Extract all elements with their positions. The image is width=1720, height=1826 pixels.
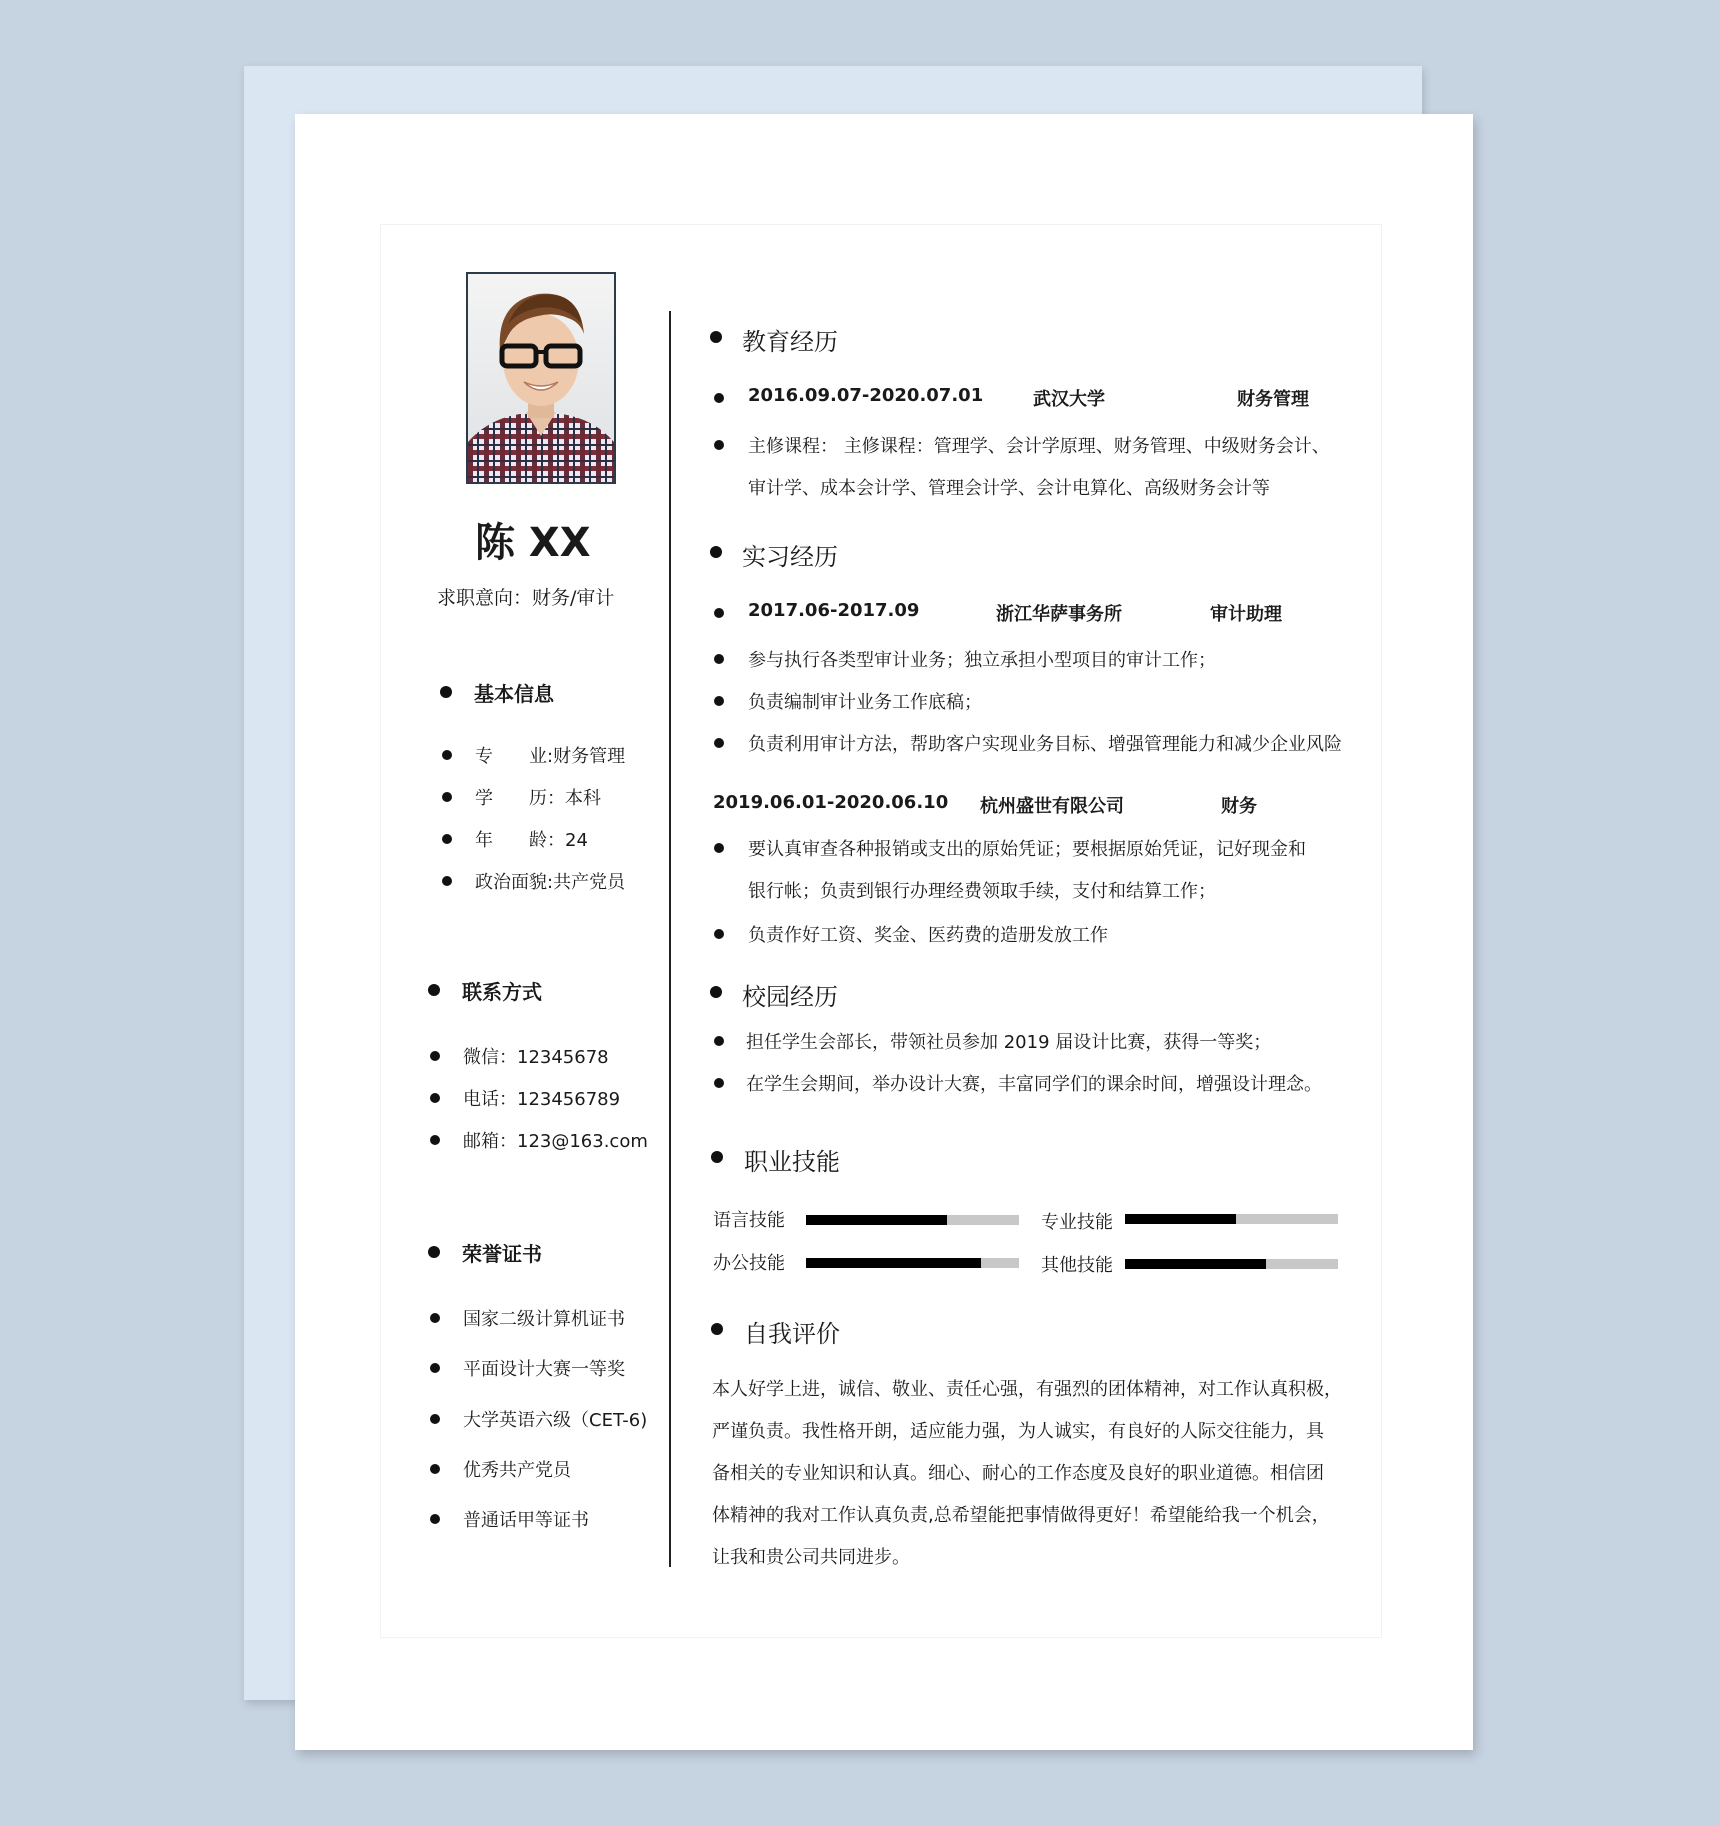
skill-bar-office (806, 1258, 1019, 1268)
self-eval-line: 让我和贵公司共同进步。 (712, 1547, 910, 1568)
bullet-dot (714, 393, 724, 403)
bullet-dot (710, 546, 722, 558)
skills-title: 职业技能 (744, 1148, 840, 1176)
bullet-dot (430, 1051, 440, 1061)
bullet-dot (710, 986, 722, 998)
internship2-duty2: 负责作好工资、奖金、医药费的造册发放工作 (748, 925, 1108, 946)
education-school: 武汉大学 (1033, 389, 1105, 410)
bullet-dot (430, 1313, 440, 1323)
basic-info-political: 政治面貌:共产党员 (475, 872, 626, 893)
bullet-dot (428, 1246, 440, 1258)
skill-bar-other (1125, 1259, 1338, 1269)
column-divider (669, 311, 671, 1567)
honor-item: 国家二级计算机证书 (463, 1309, 625, 1330)
skill-label: 其他技能 (1041, 1255, 1113, 1276)
bullet-dot (710, 331, 722, 343)
honors-title: 荣誉证书 (462, 1242, 542, 1266)
bullet-dot (442, 792, 452, 802)
skill-bar-professional (1125, 1214, 1338, 1224)
education-courses-line1: 主修课程： 主修课程：管理学、会计学原理、财务管理、中级财务会计、 (748, 436, 1330, 457)
self-eval-line: 严谨负责。我性格开朗，适应能力强，为人诚实，有良好的人际交往能力，具 (712, 1421, 1324, 1442)
honor-item: 大学英语六级（CET-6) (463, 1410, 648, 1431)
honor-item: 平面设计大赛一等奖 (463, 1359, 625, 1380)
contact-phone: 电话：123456789 (463, 1089, 621, 1110)
education-major: 财务管理 (1237, 389, 1309, 410)
internship1-role: 审计助理 (1210, 604, 1282, 625)
bullet-dot (714, 440, 724, 450)
bullet-dot (714, 608, 724, 618)
campus-item: 在学生会期间，举办设计大赛，丰富同学们的课余时间，增强设计理念。 (746, 1074, 1322, 1095)
bullet-dot (442, 834, 452, 844)
campus-item: 担任学生会部长，带领社员参加 2019 届设计比赛，获得一等奖； (746, 1032, 1272, 1053)
self-eval-line: 本人好学上进，诚信、敬业、责任心强，有强烈的团体精神，对工作认真积极， (712, 1379, 1342, 1400)
bullet-dot (714, 929, 724, 939)
internship1-date: 2017.06-2017.09 (748, 600, 920, 621)
internship-title: 实习经历 (742, 543, 838, 571)
bullet-dot (711, 1323, 723, 1335)
bullet-dot (430, 1363, 440, 1373)
bullet-dot (711, 1151, 723, 1163)
honor-item: 普通话甲等证书 (463, 1510, 589, 1531)
bullet-dot (430, 1135, 440, 1145)
internship2-duty-line1: 要认真审查各种报销或支出的原始凭证；要根据原始凭证，记好现金和 (748, 839, 1306, 860)
skill-bar-fill (1125, 1214, 1236, 1224)
internship2-role: 财务 (1221, 796, 1257, 817)
campus-title: 校园经历 (742, 983, 838, 1011)
skill-bar-fill (1125, 1259, 1266, 1269)
internship2-duty-line2: 银行帐；负责到银行办理经费领取手续，支付和结算工作； (748, 881, 1216, 902)
candidate-name: 陈 XX (475, 520, 591, 566)
internship1-duty: 负责编制审计业务工作底稿； (748, 692, 982, 713)
internship2-date: 2019.06.01-2020.06.10 (713, 792, 949, 813)
bullet-dot (430, 1093, 440, 1103)
self-eval-title: 自我评价 (744, 1320, 840, 1348)
education-courses-line2: 审计学、成本会计学、管理会计学、会计电算化、高级财务会计等 (748, 478, 1270, 499)
skill-label: 专业技能 (1041, 1212, 1113, 1233)
bullet-dot (714, 1036, 724, 1046)
basic-info-age: 年 龄：24 (475, 830, 588, 851)
bullet-dot (714, 738, 724, 748)
basic-info-major: 专 业:财务管理 (475, 746, 626, 767)
bullet-dot (430, 1464, 440, 1474)
bullet-dot (714, 1078, 724, 1088)
internship1-duty: 负责利用审计方法，帮助客户实现业务目标、增强管理能力和减少企业风险 (748, 734, 1342, 755)
contact-email: 邮箱：123@163.com (463, 1131, 648, 1152)
profile-photo (466, 272, 616, 484)
bullet-dot (428, 984, 440, 996)
skill-bar-fill (806, 1258, 981, 1268)
internship1-duty: 参与执行各类型审计业务；独立承担小型项目的审计工作； (748, 650, 1216, 671)
self-eval-line: 备相关的专业知识和认真。细心、耐心的工作态度及良好的职业道德。相信团 (712, 1463, 1324, 1484)
bullet-dot (442, 876, 452, 886)
education-date: 2016.09.07-2020.07.01 (748, 385, 984, 406)
education-title: 教育经历 (742, 328, 838, 356)
bullet-dot (714, 843, 724, 853)
skill-label: 语言技能 (713, 1210, 785, 1231)
contact-title: 联系方式 (462, 980, 542, 1004)
contact-wechat: 微信：12345678 (463, 1047, 609, 1068)
skill-label: 办公技能 (713, 1253, 785, 1274)
basic-info-title: 基本信息 (474, 682, 554, 706)
bullet-dot (442, 750, 452, 760)
bullet-dot (430, 1414, 440, 1424)
bullet-dot (430, 1514, 440, 1524)
basic-info-education: 学 历：本科 (475, 788, 601, 809)
internship2-company: 杭州盛世有限公司 (980, 796, 1124, 817)
job-intent: 求职意向：财务/审计 (437, 587, 615, 609)
bullet-dot (440, 686, 452, 698)
bullet-dot (714, 654, 724, 664)
internship1-company: 浙江华萨事务所 (996, 604, 1122, 625)
skill-bar-fill (806, 1215, 947, 1225)
self-eval-line: 体精神的我对工作认真负责,总希望能把事情做得更好！希望能给我一个机会， (712, 1505, 1330, 1526)
bullet-dot (714, 696, 724, 706)
skill-bar-language (806, 1215, 1019, 1225)
honor-item: 优秀共产党员 (463, 1460, 571, 1481)
